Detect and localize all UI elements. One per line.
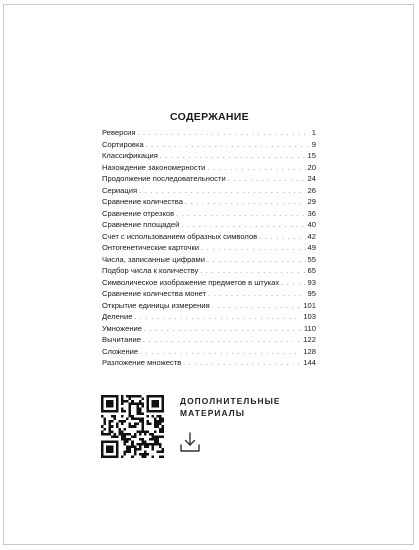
toc-entry-page: 110: [303, 323, 316, 333]
toc-entry[interactable]: [102, 357, 316, 369]
toc-leader-dots: [134, 313, 301, 325]
toc-entry-page: 95: [307, 289, 316, 298]
toc-entry-page: 65: [307, 266, 316, 275]
toc-entry[interactable]: [102, 139, 316, 151]
toc-entry-page: 122: [303, 335, 316, 344]
toc-entry-label: Деление: [102, 312, 133, 321]
toc-entry[interactable]: [102, 346, 316, 358]
toc-entry-page: 29: [307, 197, 316, 206]
toc-entry-label: Сравнение количества: [102, 197, 183, 206]
toc-entry[interactable]: [102, 185, 316, 197]
toc-leader-dots: [185, 198, 306, 210]
toc-entry-label: Сериация: [102, 185, 138, 195]
toc-entry-label: Онтогенетические карточки: [102, 243, 200, 252]
toc-entry-label: Продолжение последовательности: [102, 174, 226, 183]
toc-entry[interactable]: [102, 288, 316, 300]
toc-entry[interactable]: [102, 208, 316, 220]
toc-entry-page: 36: [307, 208, 316, 218]
toc-entry[interactable]: [102, 150, 316, 162]
extras-label-line2: МАТЕРИАЛЫ: [180, 408, 246, 418]
toc-entry[interactable]: [102, 323, 316, 335]
toc-title: СОДЕРЖАНИЕ: [170, 111, 249, 123]
toc-entry-label: Открытие единицы измерения: [102, 300, 210, 310]
extras-label-line1: ДОПОЛНИТЕЛЬНЫЕ: [180, 396, 281, 406]
toc-entry-page: 144: [303, 358, 316, 367]
toc-leader-dots: [281, 279, 305, 291]
toc-entry-page: 20: [307, 162, 316, 172]
toc-entry-label: Разложение множеств: [102, 358, 182, 367]
toc-entry-page: 40: [307, 220, 316, 229]
toc-entry[interactable]: [102, 231, 316, 243]
toc-entry[interactable]: [102, 300, 316, 312]
toc-entry[interactable]: [102, 242, 316, 254]
toc-entry[interactable]: [102, 162, 316, 174]
toc-entry-label: Сравнение площадей: [102, 220, 180, 229]
toc-leader-dots: [176, 210, 305, 222]
toc-leader-dots: [212, 302, 302, 314]
toc-leader-dots: [259, 233, 305, 245]
toc-entry-page: 55: [307, 254, 316, 264]
toc-entry[interactable]: [102, 277, 316, 289]
toc-leader-dots: [146, 141, 310, 153]
qr-code-icon[interactable]: [101, 395, 164, 458]
toc-entry-label: Сложение: [102, 346, 139, 356]
download-icon[interactable]: [179, 431, 201, 453]
toc-entry[interactable]: [102, 311, 316, 323]
extras-label: [180, 395, 281, 419]
toc-leader-dots: [201, 244, 306, 256]
toc-entry-label: Реверсия: [102, 128, 136, 137]
toc-entry-label: Числа, записанные цифрами: [102, 254, 205, 264]
toc-entry-page: 49: [307, 243, 316, 252]
toc-leader-dots: [228, 175, 306, 187]
toc-entry[interactable]: [102, 254, 316, 266]
toc-entry-page: 15: [307, 151, 316, 160]
toc-entry-page: 93: [307, 277, 316, 287]
toc-leader-dots: [208, 290, 305, 302]
toc-leader-dots: [183, 359, 301, 371]
toc-entry[interactable]: [102, 265, 316, 277]
toc-entry-page: 128: [303, 346, 316, 356]
toc-entry[interactable]: [102, 334, 316, 346]
toc-entry-label: Сравнение отрезков: [102, 208, 175, 218]
toc-entry-page: 101: [303, 300, 316, 310]
toc-entry-page: 103: [303, 312, 316, 321]
toc-entry-label: Нахождение закономерности: [102, 162, 206, 172]
toc-entry-label: Классификация: [102, 151, 158, 160]
toc-leader-dots: [143, 336, 301, 348]
toc-entry-label: Сортировка: [102, 139, 144, 149]
toc-entry-label: Сравнение количества монет: [102, 289, 207, 298]
toc-entry-label: Символическое изображение предметов в штуках: [102, 277, 280, 287]
toc-entry-page: 26: [307, 185, 316, 195]
toc-leader-dots: [138, 129, 310, 141]
toc-leader-dots: [144, 325, 302, 337]
toc-entry-label: Вычитание: [102, 335, 141, 344]
toc-entry-page: 9: [311, 139, 316, 149]
toc-entry[interactable]: [102, 196, 316, 208]
toc-entry-label: Умножение: [102, 323, 142, 333]
toc-list: [102, 127, 316, 369]
toc-entry[interactable]: [102, 173, 316, 185]
toc-entry[interactable]: [102, 219, 316, 231]
toc-entry-page: 1: [311, 128, 316, 137]
toc-leader-dots: [207, 256, 306, 268]
toc-entry-label: Подбор числа к количеству: [102, 266, 199, 275]
toc-entry-page: 24: [307, 174, 316, 183]
toc-entry-page: 42: [307, 231, 316, 241]
toc-entry-label: Счет с использованием образных символов: [102, 231, 258, 241]
toc-entry[interactable]: [102, 127, 316, 139]
